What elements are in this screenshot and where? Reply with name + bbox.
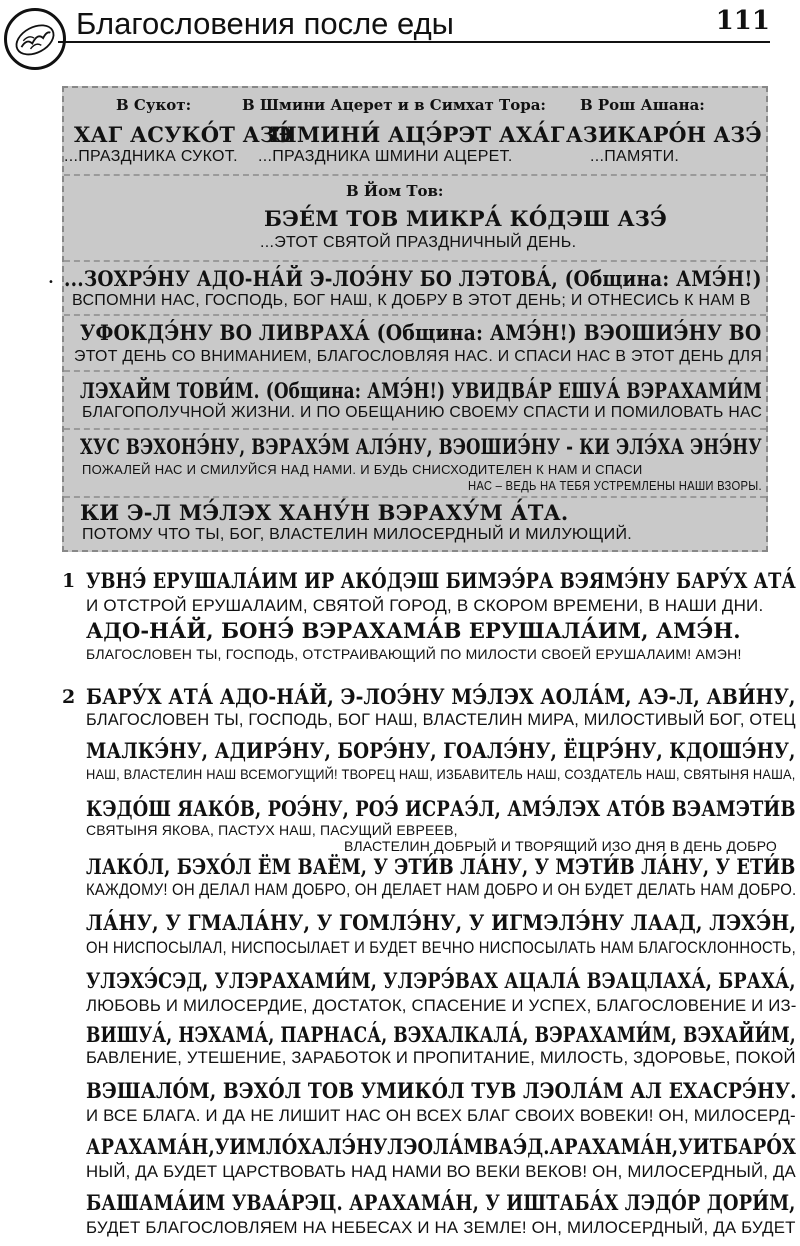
body-line-translit: КЭДО́Ш ЯАКО́В, РОЭ́НУ, РОЭ́ ИСРАЭ́Л, АМЭ́ЛЭХ АТО́В ВЭАМЭТИ́В xyxy=(86,796,796,821)
body-line-translit: БАРУ́Х АТА́ АДО-НА́Й, Э-ЛОЭ́НУ МЭ́ЛЭХ АОЛА́М, АЭ-Л, АВИ́НУ, xyxy=(86,684,796,709)
holiday-insert-box xyxy=(62,86,768,552)
page-number: 111 xyxy=(715,6,770,36)
occasion-translation-shmini: ...ПРАЗДНИКА ШМИНИ АЦЕРЕТ. xyxy=(258,148,513,165)
occasion-label-sukkot: В Сукот: xyxy=(116,96,192,114)
body-line-translit: ВЭШАЛО́М, ВЭХО́Л ТОВ УМИКО́Л ТУВ ЛЭОЛА́М АЛ ЕХАСРЭ́НУ. xyxy=(86,1078,797,1103)
margin-dot: • xyxy=(48,277,54,288)
paragraph-number: 2 xyxy=(62,686,76,708)
paragraph-number: 1 xyxy=(62,570,76,592)
box-line-translit: ХУС ВЭХОНЭ́НУ, ВЭРАХЭ́М АЛЭ́НУ, ВЭОШИЭ́НУ - КИ ЭЛЭ́ХА ЭНЭ́НУ xyxy=(80,434,762,459)
header-rule xyxy=(58,41,770,43)
body-line-translation: И ВСЕ БЛАГА. И ДА НЕ ЛИШИТ НАС ОН ВСЕХ БЛАГ СВОИХ ВОВЕКИ! ОН, МИЛОСЕРД- xyxy=(86,1106,796,1125)
box-line-translit: ...ЗОХРЭ́НУ АДО-НА́Й Э-ЛОЭ́НУ БО ЛЭТОВА́, (Община: АМЭ́Н!) xyxy=(64,266,762,291)
box-divider xyxy=(64,370,766,372)
occasion-translation-sukkot: ...ПРАЗДНИКА СУКОТ. xyxy=(64,148,238,165)
body-line-translation: БЛАГОСЛОВЕН ТЫ, ГОСПОДЬ, БОГ НАШ, ВЛАСТЕЛИН МИРА, МИЛОСТИВЫЙ БОГ, ОТЕЦ xyxy=(86,710,796,729)
body-line-translit: ВИШУА́, НЭХАМА́, ПАРНАСА́, ВЭХАЛКАЛА́, ВЭРАХАМИ́М, ВЭХАЙИ́М, xyxy=(86,1022,796,1047)
body-line-translit: ЛА́НУ, У ГМАЛА́НУ, У ГОМЛЭ́НУ, У ИГМЭЛЭ́НУ ЛААД, ЛЭХЭ́Н, xyxy=(86,910,797,935)
body-line-translation: И ОТСТРОЙ ЕРУШАЛАИМ, СВЯТОЙ ГОРОД, В СКОРОМ ВРЕМЕНИ, В НАШИ ДНИ. xyxy=(86,596,764,615)
body-line-translit: ЛАКО́Л, БЭХО́Л ЁМ ВАЁМ, У ЭТИ́В ЛА́НУ, У МЭТИ́В ЛА́НУ, У ЕТИ́В xyxy=(86,854,796,879)
page-title: Благословения после еды xyxy=(76,6,454,41)
bread-icon xyxy=(4,8,66,70)
yomtov-label: В Йом Тов: xyxy=(346,182,444,200)
body-line-translit: МАЛКЭ́НУ, АДИРЭ́НУ, БОРЭ́НУ, ГОАЛЭ́НУ, ЁЦРЭ́НУ, КДОШЭ́НУ, xyxy=(86,738,796,763)
box-divider xyxy=(64,174,766,176)
yomtov-translit: БЭЕ́М ТОВ МИКРА́ КО́ДЭШ АЗЭ́ xyxy=(264,206,668,231)
occasion-translit-sukkot: ХАГ АСУКО́Т АЗЭ́ xyxy=(74,122,293,147)
occasion-translit-shmini: ШМИНИ́ АЦЭ́РЭТ АХА́Г xyxy=(270,122,565,147)
box-divider xyxy=(64,314,766,316)
box-divider xyxy=(64,428,766,430)
occasion-translit-rosh: АЗИКАРО́Н АЗЭ́ xyxy=(566,122,762,147)
occasion-label-shmini: В Шмини Ацерет и в Симхат Тора: xyxy=(242,96,546,114)
box-line-translit: УФОКДЭ́НУ ВО ЛИВРАХА́ (Община: АМЭ́Н!) ВЭОШИЭ́НУ ВО xyxy=(80,320,762,345)
box-line-translation-continued: НАС – ВЕДЬ НА ТЕБЯ УСТРЕМЛЕНЫ НАШИ ВЗОРЫ. xyxy=(468,478,762,493)
body-line-translit: УЛЭХЭ́СЭД, УЛЭРАХАМИ́М, УЛЭРЭ́ВАХ АЦАЛА́ ВЭАЦЛАХА́, БРАХА́, xyxy=(86,968,796,993)
body-line-translation-continued: ВЛАСТЕЛИН ДОБРЫЙ И ТВОРЯЩИЙ ИЗО ДНЯ В ДЕНЬ ДОБРО xyxy=(344,838,778,854)
body-line-translit: БАШАМА́ИМ УВАА́РЭЦ. АРАХАМА́Н, У ИШТАБА́Х ЛЭДО́Р ДОРИ́М, xyxy=(86,1190,796,1215)
body-line-translation: ОН НИСПОСЫЛАЛ, НИСПОСЫЛАЕТ И БУДЕТ ВЕЧНО НИСПОСЫЛАТЬ НАМ БЛАГОСКЛОННОСТЬ, xyxy=(86,938,796,957)
occasion-translation-rosh: ...ПАМЯТИ. xyxy=(590,148,680,165)
box-line-translation: БЛАГОПОЛУЧНОЙ ЖИЗНИ. И ПО ОБЕЩАНИЮ СВОЕМУ СПАСТИ И ПОМИЛОВАТЬ НАС xyxy=(82,404,763,421)
page-header xyxy=(0,0,800,60)
body-line-translation: НАШ, ВЛАСТЕЛИН НАШ ВСЕМОГУЩИЙ! ТВОРЕЦ НАШ, ИЗБАВИТЕЛЬ НАШ, СОЗДАТЕЛЬ НАШ, СВЯТЫНЯ НАША, xyxy=(86,766,796,782)
body-line-translation: БЛАГОСЛОВЕН ТЫ, ГОСПОДЬ, ОТСТРАИВАЮЩИЙ ПО МИЛОСТИ СВОЕЙ ЕРУШАЛАИМ! АМЭН! xyxy=(86,646,742,662)
box-line-translit: КИ Э-Л МЭ́ЛЭХ ХАНУ́Н ВЭРАХУ́М А́ТА. xyxy=(80,500,569,525)
body-line-translit: АДО-НА́Й, БОНЭ́ ВЭРАХАМА́В ЕРУШАЛА́ИМ, АМЭ́Н. xyxy=(86,618,741,643)
box-line-translation: ВСПОМНИ НАС, ГОСПОДЬ, БОГ НАШ, К ДОБРУ В ЭТОТ ДЕНЬ; И ОТНЕСИСЬ К НАМ В xyxy=(72,292,751,309)
body-line-translation: БАВЛЕНИЕ, УТЕШЕНИЕ, ЗАРАБОТОК И ПРОПИТАНИЕ, МИЛОСТЬ, ЗДОРОВЬЕ, ПОКОЙ xyxy=(86,1048,796,1067)
body-line-translation: НЫЙ, ДА БУДЕТ ЦАРСТВОВАТЬ НАД НАМИ ВО ВЕКИ ВЕКОВ! ОН, МИЛОСЕРДНЫЙ, ДА xyxy=(86,1162,796,1181)
box-line-translation: ПОЖАЛЕЙ НАС И СМИЛУЙСЯ НАД НАМИ. И БУДЬ СНИСХОДИТЕЛЕН К НАМ И СПАСИ xyxy=(82,462,643,477)
body-line-translit: АРАХАМА́Н,УИМЛО́ХАЛЭ́НУЛЭОЛА́МВАЭ́Д.АРАХАМА́Н,УИТБАРО́Х xyxy=(86,1134,796,1159)
box-divider xyxy=(64,260,766,262)
box-divider xyxy=(64,496,766,498)
box-line-translation: ЭТОТ ДЕНЬ СО ВНИМАНИЕМ, БЛАГОСЛОВЛЯЯ НАС. И СПАСИ НАС В ЭТОТ ДЕНЬ ДЛЯ xyxy=(74,348,763,365)
body-line-translation: СВЯТЫНЯ ЯКОВА, ПАСТУХ НАШ, ПАСУЩИЙ ЕВРЕЕВ, xyxy=(86,822,458,838)
body-line-translation: БУДЕТ БЛАГОСЛОВЛЯЕМ НА НЕБЕСАХ И НА ЗЕМЛЕ! ОН, МИЛОСЕРДНЫЙ, ДА БУДЕТ xyxy=(86,1218,796,1237)
yomtov-translation: ...ЭТОТ СВЯТОЙ ПРАЗДНИЧНЫЙ ДЕНЬ. xyxy=(260,234,577,251)
body-line-translation: КАЖДОМУ! ОН ДЕЛАЛ НАМ ДОБРО, ОН ДЕЛАЕТ НАМ ДОБРО И ОН БУДЕТ ДЕЛАТЬ НАМ ДОБРО. xyxy=(86,880,797,899)
body-line-translit: УВНЭ́ ЕРУШАЛА́ИМ ИР АКО́ДЭШ БИМЭЭ́РА ВЭЯМЭ́НУ БАРУ́Х АТА́ xyxy=(86,568,796,593)
occasion-label-rosh: В Рош Ашана: xyxy=(580,96,705,114)
box-line-translation: ПОТОМУ ЧТО ТЫ, БОГ, ВЛАСТЕЛИН МИЛОСЕРДНЫЙ И МИЛУЮЩИЙ. xyxy=(82,526,633,543)
body-line-translation: ЛЮБОВЬ И МИЛОСЕРДИЕ, ДОСТАТОК, СПАСЕНИЕ И УСПЕХ, БЛАГОСЛОВЕНИЕ И ИЗ- xyxy=(86,996,797,1015)
box-line-translit: ЛЭХАЙМ ТОВИ́М. (Община: АМЭ́Н!) УВИДВА́Р ЕШУА́ ВЭРАХАМИ́М xyxy=(80,378,762,403)
